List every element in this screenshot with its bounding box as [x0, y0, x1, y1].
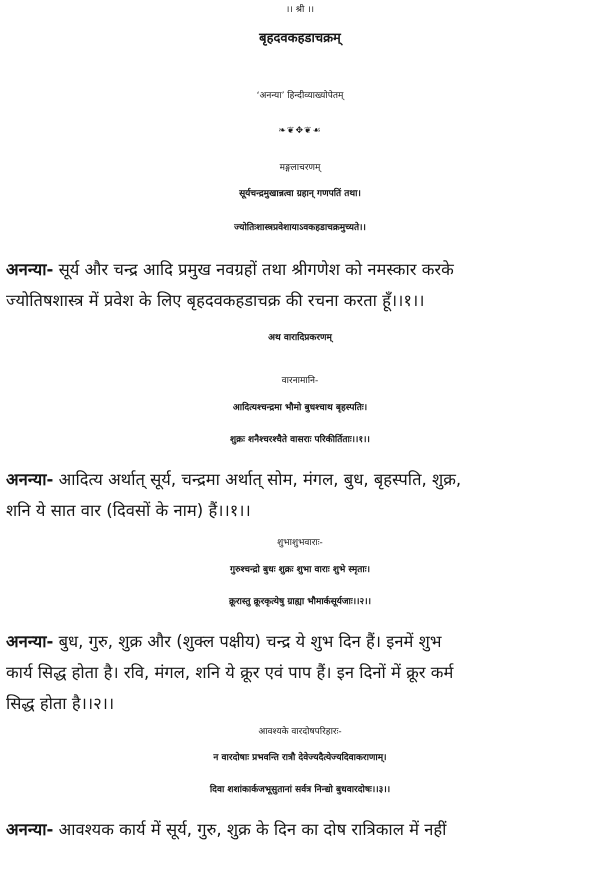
commentary-label: अनन्या-	[6, 470, 54, 489]
section-heading-varanamani: वारनामानि-	[281, 376, 319, 386]
section-heading-avashyake: आवश्यके वारदोषपरिहारः-	[258, 727, 342, 737]
verse-line: ज्योतिःशास्त्रप्रवेशायाऽवकहडाचक्रमुच्यते।।	[234, 223, 366, 233]
commentary-line	[6, 254, 596, 285]
verse-line: न वारदोषाः प्रभवन्ति रात्रौ देवेज्यदैत्येज्यदिवाकराणाम्।	[213, 753, 387, 763]
commentary-text: सूर्य और चन्द्र आदि प्रमुख नवग्रहों तथा श्रीगणेश को नमस्कार करके	[58, 260, 454, 279]
commentary-text: बुध, गुरु, शुक्र और (शुक्ल पक्षीय) चन्द्र ये शुभ दिन हैं। इनमें शुभ	[58, 632, 442, 651]
commentary-line: शनि ये सात वार (दिवसों के नाम) हैं।।१।।	[6, 501, 251, 520]
verse-line: आदित्यश्चन्द्रमा भौमो बुधश्चाथ बृहस्पतिः।	[232, 403, 368, 413]
commentary-block	[6, 814, 596, 845]
commentary-line: ज्योतिषशास्त्र में प्रवेश के लिए बृहदवकहडाचक्र की रचना करता हूँ।।१।।	[6, 291, 425, 310]
commentary-line: सिद्ध होता है।।२।।	[6, 694, 115, 713]
verse-line: दिवा शशांकार्कजभूसुतानां सर्वत्र निन्द्यो बुधवारदोषः।।३।।	[209, 785, 391, 795]
verse-line: गुरुश्चन्द्रो बुधः शुक्रः शुभा वाराः शुभे स्मृताः।	[230, 565, 370, 575]
commentary-label: अनन्या-	[6, 632, 54, 651]
commentary-label: अनन्या-	[6, 260, 54, 279]
section-heading-mangalacharan: मङ्गलाचरणम्	[279, 163, 321, 173]
book-title: बृहदवकहडाचक्रम्	[259, 31, 341, 46]
verse-line: क्रूरास्तु क्रूरकृत्येषु ग्राह्या भौमार्कसूर्यजाः।।२।।	[228, 597, 372, 607]
commentary-block	[6, 254, 596, 316]
commentary-text: आवश्यक कार्य में सूर्य, गुरु, शुक्र के दिन का दोष रात्रिकाल में नहीं	[58, 820, 447, 839]
ornament-divider: ❧❦✥❦☙	[278, 126, 322, 136]
commentary-block	[6, 464, 596, 526]
commentary-text: आदित्य अर्थात् सूर्य, चन्द्रमा अर्थात् सोम, मंगल, बुध, बृहस्पति, शुक्र,	[58, 470, 462, 489]
section-heading-shubhashubha: शुभाशुभवाराः-	[277, 538, 323, 548]
invocation-text: ।। श्री ।।	[285, 5, 315, 15]
commentary-block	[6, 626, 596, 719]
chapter-heading: अथ वारादिप्रकरणम्	[268, 333, 332, 343]
commentary-line	[6, 814, 596, 845]
verse-line: सूर्यचन्द्रमुखान्नत्वा ग्रहान् गणपतिं तथा।	[239, 189, 361, 199]
commentary-line	[6, 626, 596, 657]
verse-line: शुक्रः शनैश्चरश्चैते वासराः परिकीर्तिताः।।१।।	[230, 435, 370, 445]
commentary-line: कार्य सिद्ध होता है। रवि, मंगल, शनि ये क्रूर एवं पाप हैं। इन दिनों में क्रूर कर्म	[6, 663, 454, 682]
commentary-label: अनन्या-	[6, 820, 54, 839]
commentary-line	[6, 464, 596, 495]
book-subtitle: ‘अनन्या’ हिन्दीव्याख्योपेतम्	[256, 91, 344, 101]
